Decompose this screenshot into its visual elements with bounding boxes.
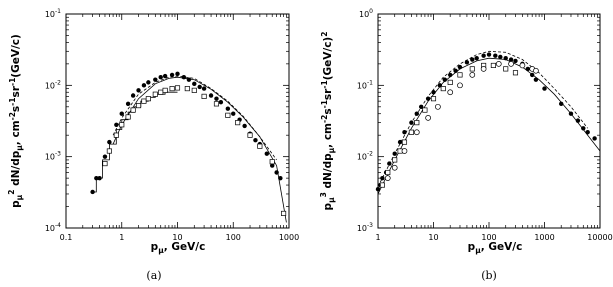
data-point-filled-b xyxy=(576,118,580,122)
x-tick-label-b: 10 xyxy=(428,233,439,242)
data-point-filled-b xyxy=(376,187,380,191)
data-point-filled-b xyxy=(443,77,447,81)
data-point-square-a xyxy=(170,86,174,90)
data-point-filled-a xyxy=(159,75,163,79)
data-point-filled-b xyxy=(453,69,457,73)
data-point-filled-a xyxy=(265,152,269,156)
data-point-filled-a xyxy=(219,100,223,104)
data-point-filled-a xyxy=(192,82,196,86)
panel-b xyxy=(319,8,613,282)
axis-ticks-b xyxy=(357,8,613,242)
data-point-square-a xyxy=(258,144,262,148)
data-point-square-b xyxy=(398,149,402,153)
data-point-square-a xyxy=(270,160,274,164)
data-point-filled-b xyxy=(498,55,502,59)
data-point-square-a xyxy=(281,211,285,215)
data-point-square-b xyxy=(458,73,462,77)
data-points-b xyxy=(376,52,597,191)
data-point-filled-b xyxy=(569,112,573,116)
data-point-square-a xyxy=(131,108,135,112)
data-point-filled-b xyxy=(465,60,469,64)
data-point-open-b xyxy=(457,83,462,88)
data-point-square-b xyxy=(423,108,427,112)
data-point-open-b xyxy=(481,66,486,71)
data-point-filled-b xyxy=(448,73,452,77)
data-point-square-a xyxy=(153,92,157,96)
data-point-open-b xyxy=(402,149,407,154)
data-point-filled-a xyxy=(209,93,213,97)
data-point-filled-a xyxy=(107,140,111,144)
x-tick-label-b: 10000 xyxy=(587,233,613,242)
data-point-square-b xyxy=(402,140,406,144)
data-point-filled-b xyxy=(513,59,517,63)
model-curves-a xyxy=(93,76,287,222)
data-point-square-b xyxy=(386,170,390,174)
axis-ticks-a xyxy=(45,8,299,242)
panel-a xyxy=(7,8,299,282)
data-points-a xyxy=(90,72,285,216)
x-tick-label-b: 1000 xyxy=(534,233,555,242)
data-point-filled-b xyxy=(458,65,462,69)
data-point-square-a xyxy=(107,149,111,153)
data-point-square-b xyxy=(448,80,452,84)
data-point-square-a xyxy=(192,88,196,92)
data-point-square-b xyxy=(431,96,435,100)
model-curve-a-0 xyxy=(113,77,286,222)
y-tick-label-a: $10^{-4}$ xyxy=(44,222,61,233)
data-point-filled-a xyxy=(182,75,186,79)
data-point-filled-b xyxy=(474,56,478,60)
data-point-square-a xyxy=(136,103,140,107)
data-point-filled-b xyxy=(504,56,508,60)
data-point-filled-a xyxy=(253,138,257,142)
x-tick-label-b: 1 xyxy=(375,233,381,242)
data-point-filled-a xyxy=(146,80,150,84)
data-point-filled-b xyxy=(415,112,419,116)
data-point-square-a xyxy=(142,99,146,103)
y-tick-label-a: $10^{-3}$ xyxy=(44,150,61,162)
data-point-filled-b xyxy=(431,90,435,94)
model-curve-a-2 xyxy=(93,92,178,192)
data-point-filled-a xyxy=(187,77,191,81)
data-point-square-a xyxy=(175,86,179,90)
data-point-filled-b xyxy=(402,130,406,134)
data-point-filled-a xyxy=(226,107,230,111)
data-point-square-a xyxy=(235,120,239,124)
data-point-square-b xyxy=(513,71,517,75)
data-point-square-a xyxy=(114,133,118,137)
data-point-filled-b xyxy=(487,52,491,56)
data-point-open-b xyxy=(385,176,390,181)
data-point-open-b xyxy=(426,115,431,120)
data-point-open-b xyxy=(470,72,475,77)
data-point-filled-a xyxy=(136,88,140,92)
y-tick-label-a: $10^{-1}$ xyxy=(44,8,61,19)
data-point-filled-a xyxy=(97,176,101,180)
data-point-square-a xyxy=(248,133,252,137)
y-tick-label-b: $10^0$ xyxy=(358,8,373,19)
data-point-filled-a xyxy=(131,93,135,97)
data-point-filled-a xyxy=(214,96,218,100)
data-point-filled-a xyxy=(163,74,167,78)
data-point-filled-a xyxy=(114,123,118,127)
data-point-filled-b xyxy=(393,152,397,156)
data-point-filled-a xyxy=(274,170,278,174)
data-point-filled-b xyxy=(559,102,563,106)
data-point-square-a xyxy=(126,115,130,119)
x-tick-label-a: 1 xyxy=(119,233,125,242)
data-point-filled-b xyxy=(398,140,402,144)
data-point-square-b xyxy=(409,130,413,134)
data-point-square-a xyxy=(120,123,124,127)
data-point-open-b xyxy=(392,165,397,170)
y-axis-label-a: $p_\mu^2$ $dN/dp_\mu$, $cm^{-2}s^{-1}sr^{-1}(GeV/c)$ xyxy=(7,34,24,208)
x-tick-label-a: 100 xyxy=(225,233,241,242)
data-point-filled-a xyxy=(231,112,235,116)
data-point-open-b xyxy=(414,130,419,135)
data-point-square-b xyxy=(393,158,397,162)
data-point-filled-b xyxy=(585,130,589,134)
data-point-filled-a xyxy=(142,83,146,87)
data-point-square-b xyxy=(441,86,445,90)
data-point-square-b xyxy=(415,120,419,124)
model-curve-b-0 xyxy=(378,58,600,194)
y-tick-label-b: $10^{-3}$ xyxy=(356,222,373,233)
data-point-filled-b xyxy=(542,86,546,90)
data-point-square-a xyxy=(226,113,230,117)
data-point-square-a xyxy=(103,161,107,165)
panel-label-a: (a) xyxy=(146,269,162,282)
y-tick-label-a: $10^{-2}$ xyxy=(44,79,61,91)
x-axis-label-a: $p_\mu$, GeV/c xyxy=(150,241,206,255)
y-tick-label-b: $10^{-1}$ xyxy=(356,79,373,91)
data-point-filled-b xyxy=(493,54,497,58)
data-point-open-b xyxy=(496,61,501,66)
data-point-square-a xyxy=(214,102,218,106)
data-point-square-a xyxy=(202,94,206,98)
data-point-open-b xyxy=(533,68,538,73)
data-point-filled-a xyxy=(242,124,246,128)
data-point-square-a xyxy=(163,88,167,92)
data-point-square-a xyxy=(185,86,189,90)
data-point-filled-a xyxy=(90,190,94,194)
data-point-filled-a xyxy=(202,86,206,90)
data-point-filled-a xyxy=(278,176,282,180)
data-point-filled-b xyxy=(481,54,485,58)
y-tick-label-b: $10^{-2}$ xyxy=(356,150,373,162)
data-point-filled-b xyxy=(581,126,585,130)
data-point-filled-b xyxy=(409,120,413,124)
data-point-open-b xyxy=(520,63,525,68)
data-point-filled-a xyxy=(175,72,179,76)
data-point-open-b xyxy=(435,104,440,109)
x-axis-label-b: $p_\mu$, GeV/c xyxy=(467,241,523,255)
data-point-filled-b xyxy=(592,136,596,140)
data-point-filled-a xyxy=(103,154,107,158)
data-point-square-b xyxy=(470,67,474,71)
data-point-open-b xyxy=(509,61,514,66)
data-point-filled-b xyxy=(426,96,430,100)
x-tick-label-a: 1000 xyxy=(278,233,300,242)
data-point-filled-a xyxy=(120,112,124,116)
data-point-filled-b xyxy=(470,57,474,61)
data-point-square-a xyxy=(159,90,163,94)
x-tick-label-a: 0.1 xyxy=(59,233,73,242)
panel-label-b: (b) xyxy=(481,269,497,282)
plot-frame-a xyxy=(66,14,289,228)
data-point-square-b xyxy=(491,63,495,67)
y-axis-label-b: $p_\mu^3$ $dN/dp_\mu$, $cm^{-2}s^{-1}sr^{-1}(GeV/c)^2$ xyxy=(319,31,336,211)
data-point-filled-b xyxy=(387,161,391,165)
data-point-filled-b xyxy=(534,77,538,81)
data-point-filled-b xyxy=(526,67,530,71)
x-tick-label-b: 100 xyxy=(481,233,497,242)
data-point-filled-a xyxy=(126,102,130,106)
data-point-filled-b xyxy=(530,73,534,77)
data-point-square-a xyxy=(146,96,150,100)
data-point-square-b xyxy=(504,67,508,71)
data-point-filled-a xyxy=(170,73,174,77)
data-point-filled-a xyxy=(153,77,157,81)
x-tick-label-a: 10 xyxy=(172,233,183,242)
data-point-open-b xyxy=(448,90,453,95)
data-point-filled-a xyxy=(197,85,201,89)
